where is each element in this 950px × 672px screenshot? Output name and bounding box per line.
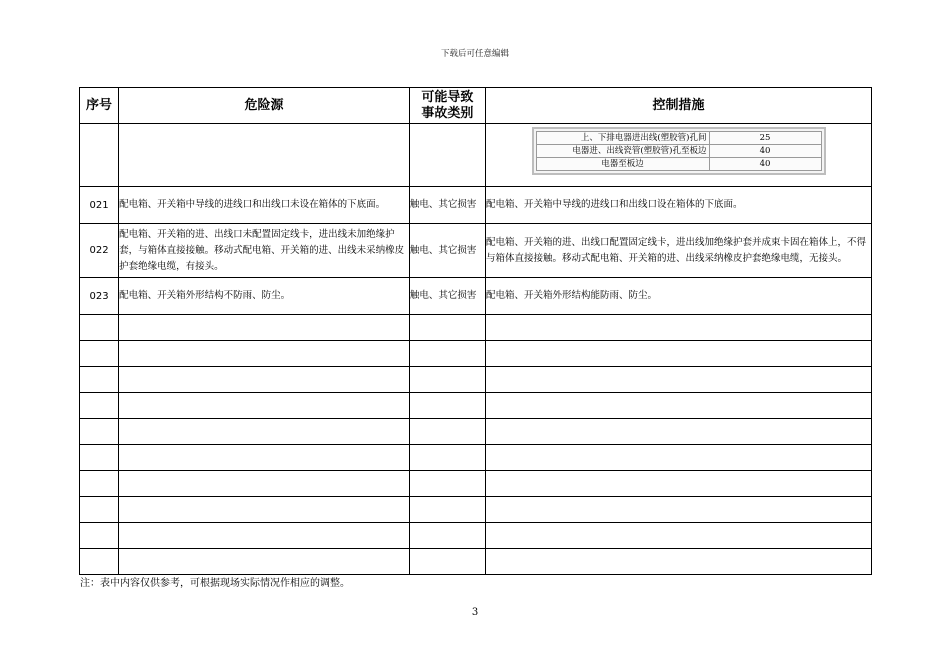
footnote: 注：表中内容仅供参考，可根据现场实际情况作相应的调整。: [80, 578, 350, 589]
empty-row: [80, 393, 872, 419]
row-hazard: 配电箱、开关箱外形结构不防雨、防尘。: [119, 278, 410, 315]
empty-row: [80, 419, 872, 445]
header-no: 序号: [80, 88, 119, 124]
row-accident: 触电、其它损害: [409, 224, 485, 278]
empty-row: [80, 471, 872, 497]
clearance-row: 电器进、出线瓷管(塑胶管)孔至板边 40: [536, 145, 821, 158]
hazard-table: [79, 87, 872, 575]
row-no: 023: [80, 278, 119, 315]
table-row: [80, 187, 872, 224]
row-hazard: 配电箱、开关箱中导线的进线口和出线口未设在箱体的下底面。: [119, 187, 410, 224]
header-control: 控制措施: [486, 88, 872, 124]
clearance-table: [532, 127, 826, 175]
row-control: 配电箱、开关箱外形结构能防雨、防尘。: [486, 278, 872, 315]
clearance-row: 电器至板边 40: [536, 158, 821, 171]
row-control: 配电箱、开关箱中导线的进线口和出线口设在箱体的下底面。: [486, 187, 872, 224]
row-control: 配电箱、开关箱的进、出线口配置固定线卡，进出线加绝缘护套并成束卡固在箱体上，不得与箱体直接接触。移动式配电箱、开关箱的进、出线采纳橡皮护套绝缘电缆，无接头。: [486, 224, 872, 278]
header-accident: [409, 88, 485, 124]
table-row-continuation: [80, 124, 872, 187]
table-header-row: [80, 88, 872, 124]
row-hazard: 配电箱、开关箱的进、出线口未配置固定线卡，进出线未加绝缘护套，与箱体直接接触。移动式配电箱、开关箱的进、出线未采纳橡皮护套绝缘电缆，有接头。: [119, 224, 410, 278]
empty-row: [80, 367, 872, 393]
row-accident: 触电、其它损害: [409, 278, 485, 315]
row-no: 021: [80, 187, 119, 224]
empty-row: [80, 523, 872, 549]
page-number: 3: [471, 607, 479, 618]
clearance-row: 上、下排电器进出线(塑胶管)孔间 25: [536, 132, 821, 145]
row-accident: 触电、其它损害: [409, 187, 485, 224]
empty-row: [80, 497, 872, 523]
table-row: [80, 278, 872, 315]
empty-row: [80, 315, 872, 341]
row-no: 022: [80, 224, 119, 278]
header-hazard: 危险源: [119, 88, 410, 124]
empty-row: [80, 445, 872, 471]
page-header: 下载后可任意编辑: [440, 49, 509, 59]
header-accident-line1: 可能导致: [421, 89, 474, 105]
empty-row: [80, 549, 872, 575]
empty-row: [80, 341, 872, 367]
table-row: [80, 224, 872, 278]
header-accident-line2: 事故类别: [421, 105, 474, 121]
